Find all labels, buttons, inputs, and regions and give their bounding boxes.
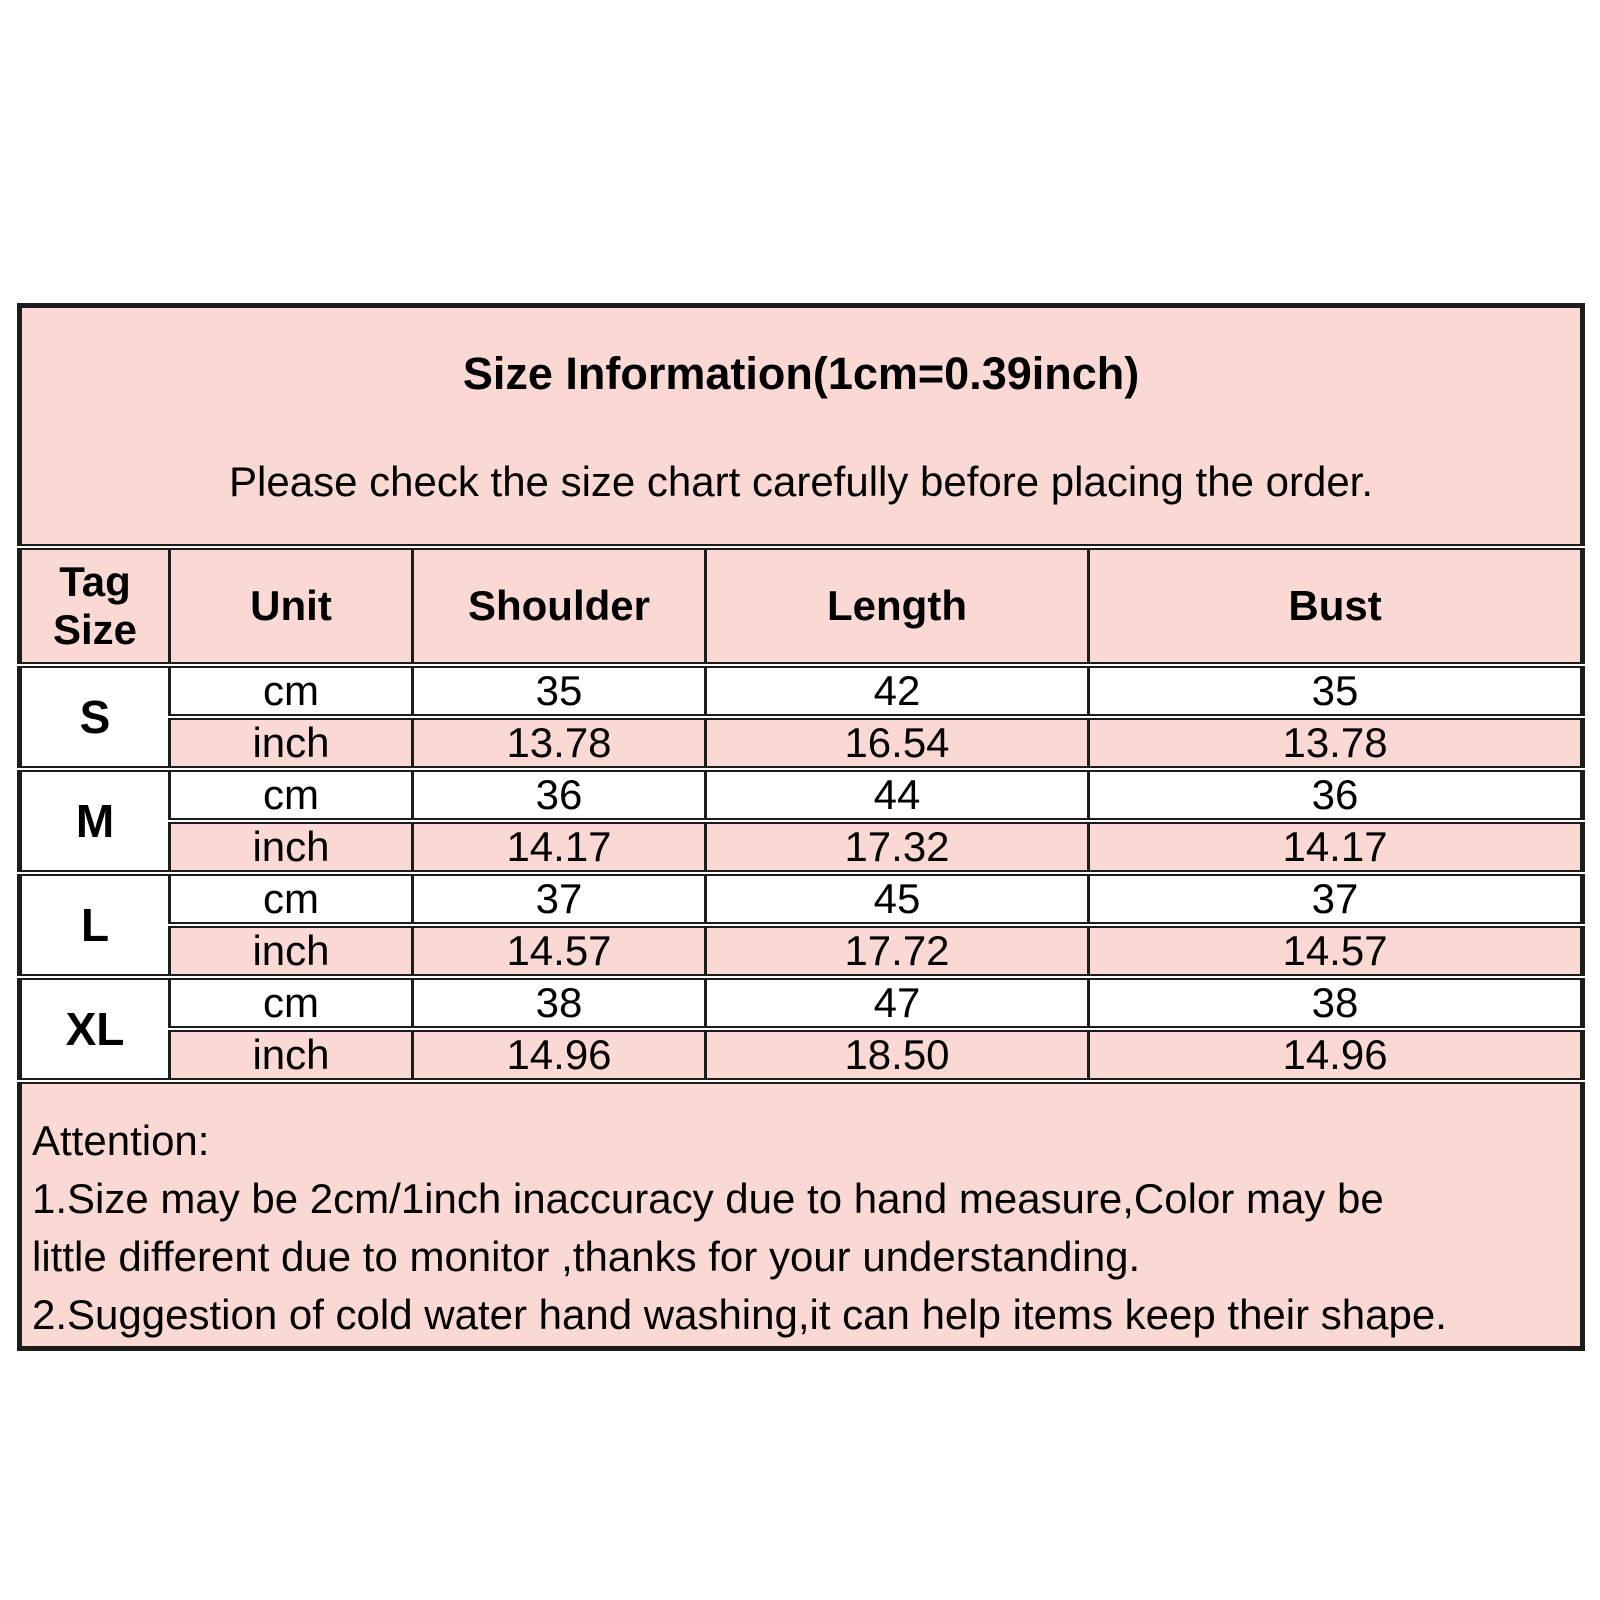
measurement-cell-bust: 14.96 [1089,1029,1583,1081]
measurement-cell-shoulder: 37 [413,873,706,925]
measurement-cell-bust: 36 [1089,769,1583,821]
table-row-l-inch [20,925,1583,977]
measurement-cell-length: 47 [706,977,1089,1029]
table-row-xl-inch [20,1029,1583,1081]
table-row-xl-cm [20,977,1583,1029]
size-label-xl: XL [20,977,170,1081]
unit-cell: cm [170,977,413,1029]
unit-cell: cm [170,665,413,717]
attention-note-1-cont: little different due to monitor ,thanks for your understanding. [32,1233,1141,1280]
size-label-m: M [20,769,170,873]
measurement-cell-bust: 13.78 [1089,717,1583,769]
header-shoulder: Shoulder [413,547,706,665]
header-tag-size-line2: Size [52,606,138,653]
header-bust: Bust [1089,547,1583,665]
measurement-cell-shoulder: 14.96 [413,1029,706,1081]
unit-cell: inch [170,717,413,769]
header-tag-size [20,547,170,665]
measurement-cell-shoulder: 14.57 [413,925,706,977]
table-row-s-inch [20,717,1583,769]
chart-title: Size Information(1cm=0.39inch) [462,348,1140,399]
measurement-cell-bust: 35 [1089,665,1583,717]
measurement-cell-shoulder: 35 [413,665,706,717]
measurement-cell-shoulder: 14.17 [413,821,706,873]
size-label-l: L [20,873,170,977]
attention-note-1: 1.Size may be 2cm/1inch inaccuracy due to hand measure,Color may be [32,1175,1384,1222]
title-row [20,306,1583,548]
table-row-s-cm [20,665,1583,717]
attention-heading: Attention: [32,1117,210,1164]
measurement-cell-shoulder: 36 [413,769,706,821]
measurement-cell-shoulder: 13.78 [413,717,706,769]
measurement-cell-bust: 37 [1089,873,1583,925]
measurement-cell-length: 18.50 [706,1029,1089,1081]
measurement-cell-length: 42 [706,665,1089,717]
unit-cell: inch [170,925,413,977]
measurement-cell-shoulder: 38 [413,977,706,1029]
header-unit: Unit [170,547,413,665]
table-row-m-cm [20,769,1583,821]
chart-subtitle: Please check the size chart carefully before placing the order. [229,458,1374,505]
table-row-l-cm [20,873,1583,925]
header-length: Length [706,547,1089,665]
measurement-cell-length: 45 [706,873,1089,925]
column-header-row [20,547,1583,665]
attention-note-2: 2.Suggestion of cold water hand washing,it can help items keep their shape. [32,1291,1447,1338]
measurement-cell-bust: 38 [1089,977,1583,1029]
unit-cell: inch [170,821,413,873]
size-chart-table [17,303,1585,1351]
measurement-cell-length: 17.32 [706,821,1089,873]
title-cell [20,306,1583,548]
attention-block [22,1084,1580,1344]
header-tag-size-line1: Tag [59,557,131,605]
size-label-s: S [20,665,170,769]
unit-cell: cm [170,873,413,925]
attention-cell [20,1081,1583,1349]
unit-cell: inch [170,1029,413,1081]
measurement-cell-length: 44 [706,769,1089,821]
table-row-m-inch [20,821,1583,873]
measurement-cell-length: 17.72 [706,925,1089,977]
unit-cell: cm [170,769,413,821]
measurement-cell-bust: 14.57 [1089,925,1583,977]
measurement-cell-bust: 14.17 [1089,821,1583,873]
measurement-cell-length: 16.54 [706,717,1089,769]
title-block [22,308,1580,506]
attention-row [20,1081,1583,1349]
